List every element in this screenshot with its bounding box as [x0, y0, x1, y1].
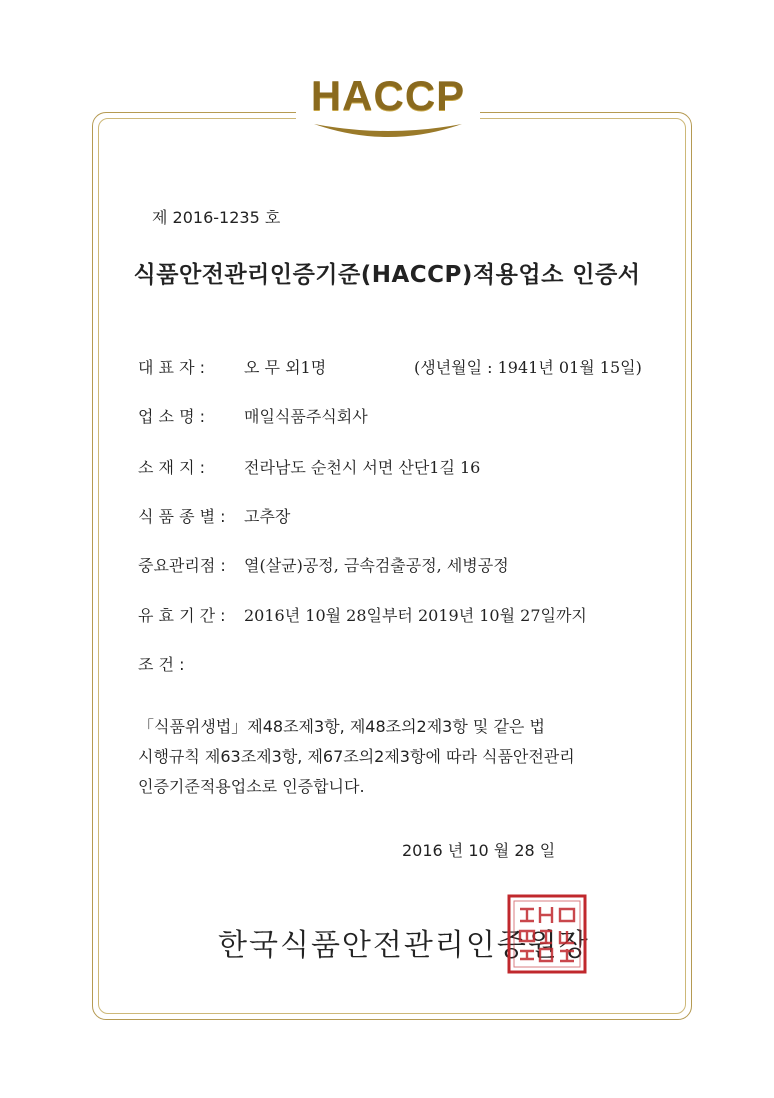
- field-label-conditions: 조 건 :: [138, 655, 185, 674]
- field-label-address: 소 재 지 :: [138, 458, 206, 477]
- certificate-title: 식품안전관리인증기준(HACCP)적용업소 인증서: [133, 262, 641, 288]
- body-line-1: 「식품위생법」제48조제3항, 제48조의2제3항 및 같은 법: [138, 717, 545, 736]
- field-value-business-name: 매일식품주식회사: [244, 407, 368, 426]
- field-label-food-type: 식 품 종 별 :: [138, 507, 226, 526]
- issue-date: 2016 년 10 월 28 일: [402, 841, 556, 860]
- field-value-representative: 오 무 외1명: [244, 358, 327, 377]
- birth-date: (생년월일 : 1941년 01월 15일): [414, 358, 642, 377]
- field-label-ccp: 중요관리점 :: [138, 556, 226, 575]
- issuer-name: 한국식품안전관리인증원장: [218, 928, 590, 963]
- certificate-number: 제 2016-1235 호: [152, 208, 281, 227]
- field-label-representative: 대 표 자 :: [138, 358, 206, 377]
- body-line-3: 인증기준적용업소로 인증합니다.: [138, 777, 365, 796]
- field-label-validity: 유 효 기 간 :: [138, 606, 226, 625]
- field-value-ccp: 열(살균)공정, 금속검출공정, 세병공정: [244, 556, 509, 575]
- field-label-business-name: 업 소 명 :: [138, 407, 206, 426]
- field-value-validity: 2016년 10월 28일부터 2019년 10월 27일까지: [244, 606, 587, 625]
- haccp-logo-text: HACCP: [310, 72, 466, 119]
- official-seal-icon: [506, 893, 588, 975]
- field-value-address: 전라남도 순천시 서면 산단1길 16: [244, 458, 481, 477]
- haccp-logo: [296, 66, 480, 148]
- logo-swoosh-icon: [310, 120, 466, 146]
- body-line-2: 시행규칙 제63조제3항, 제67조의2제3항에 따라 식품안전관리: [138, 747, 575, 766]
- field-value-food-type: 고추장: [244, 507, 291, 526]
